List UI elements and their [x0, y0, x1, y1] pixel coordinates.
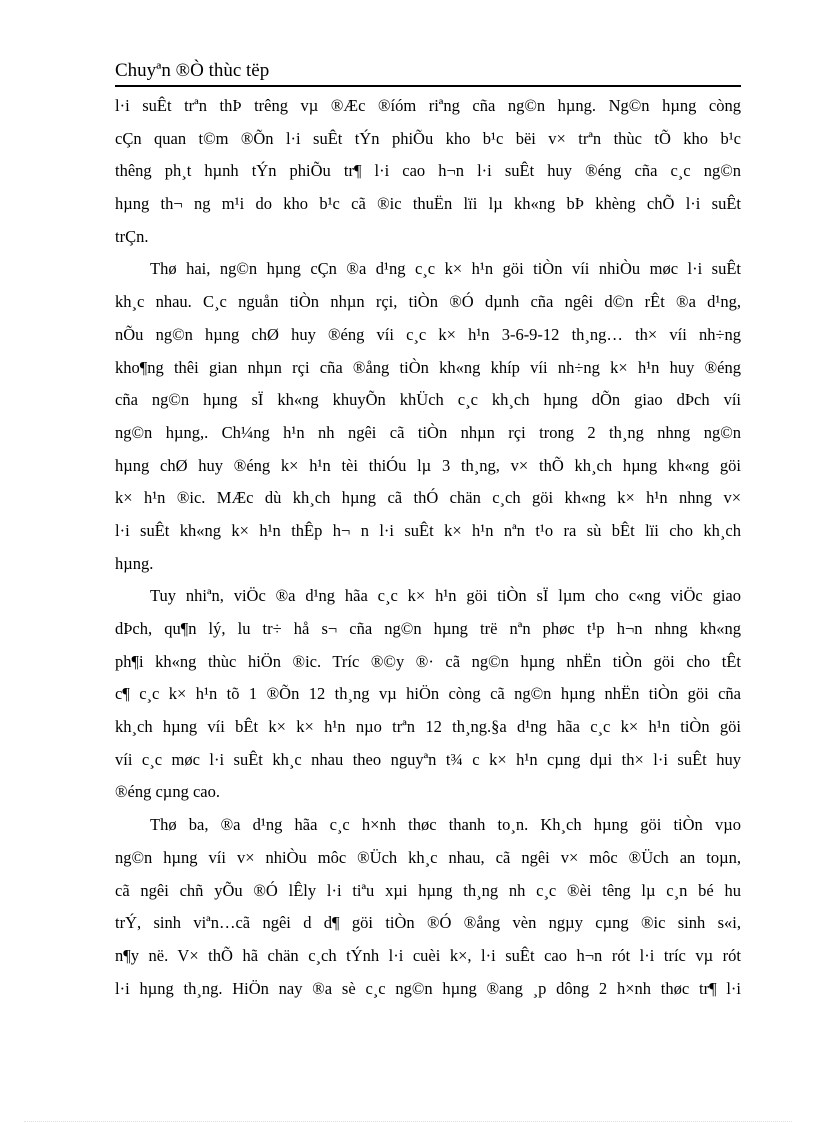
page-header	[115, 55, 741, 87]
text-line: trÇn.	[115, 226, 149, 246]
text-line: l·i hµng th¸ng. HiÖn nay ®a sè c¸c ng©n hµng ®ang ¸p dông 2 h×nh thøc tr¶ l·i	[115, 978, 741, 998]
text-line: cÇn quan t©m ®Õn l·i suÊt tÝn phiÕu kho b¹c bëi v× trªn thùc tÕ kho b¹c	[115, 128, 741, 148]
text-line: ng©n hµng víi v× nhiÒu môc ®Üch kh¸c nhau, cã ngêi v× môc ®Üch an toµn,	[115, 847, 741, 867]
body-text	[115, 90, 741, 1005]
text-line: kh¸ch hµng víi bÊt k× k× h¹n nµo trªn 12 th¸ng.§a d¹ng hãa c¸c k× h¹n tiÒn göi	[115, 717, 741, 737]
text-line: cã ngêi chñ yÕu ®Ó lÊly l·i tiªu xµi hµng th¸ng nh c¸c ®èi têng lµ c¸n bé hu	[115, 880, 741, 900]
text-line: n¶y në. V× thÕ hã chän c¸ch tÝnh l·i cuèi k×, l·i suÊt cao h¬n rót l·i tríc vµ rót	[115, 945, 741, 965]
text-line: kho¶ng thêi gian nhµn rçi cña ®ång tiÒn kh«ng khíp víi nh÷ng k× h¹n huy ®éng	[115, 357, 741, 377]
text-line: Tuy nhiªn, viÖc ®a d¹ng hãa c¸c k× h¹n göi tiÒn sÏ lµm cho c«ng viÖc giao	[150, 586, 741, 606]
text-line: trÝ, sinh viªn…cã ngêi d d¶ göi tiÒn ®Ó ®ång vèn ngµy cµng ®ic sinh s«i,	[115, 913, 741, 933]
text-line: c¶ c¸c k× h¹n tõ 1 ®Õn 12 th¸ng vµ hiÖn còng cã ng©n hµng nhËn tiÒn göi cña	[115, 684, 741, 704]
text-line: dÞch, qu¶n lý, lu tr÷ hå s¬ cña ng©n hµng trë nªn phøc t¹p h¬n nhng kh«ng	[115, 619, 741, 638]
text-line: Thø ba, ®a d¹ng hãa c¸c h×nh thøc thanh to¸n. Kh¸ch hµng göi tiÒn vµo	[150, 815, 741, 835]
text-line: hµng chØ huy ®éng k× h¹n tèi thiÓu lµ 3 th¸ng, v× thÕ kh¸ch hµng kh«ng göi	[115, 455, 741, 475]
text-line: cña ng©n hµng sÏ kh«ng khuyÕn khÜch c¸c kh¸ch hµng dÕn giao dÞch víi	[115, 390, 741, 410]
text-line: ®éng cµng cao.	[115, 782, 220, 802]
text-line: hµng th¬ ng m¹i do kho b¹c cã ®ic thuËn lïi lµ kh«ng bÞ khèng chÕ l·i suÊt	[115, 194, 741, 214]
text-line: thêng ph¸t hµnh tÝn phiÕu tr¶ l·i cao h¬n l·i suÊt huy ®éng cña c¸c ng©n	[115, 161, 741, 181]
text-line: víi c¸c møc l·i suÊt kh¸c nhau theo nguyªn t¾ c k× h¹n cµng dµi th× l·i suÊt huy	[115, 749, 741, 769]
text-line: nÕu ng©n hµng chØ huy ®éng víi c¸c k× h¹n 3-6-9-12 th¸ng… th× víi nh÷ng	[115, 324, 741, 344]
text-line: ph¶i kh«ng thùc hiÖn ®ic. Tríc ®©y ®· cã ng©n hµng nhËn tiÒn göi cho tÊt	[115, 651, 741, 671]
text-line: l·i suÊt trªn thÞ trêng vµ ®Æc ®íóm riªng cña ng©n hµng. Ng©n hµng còng	[115, 96, 741, 115]
text-line: ng©n hµng,. Ch¼ng h¹n nh ngêi cã tiÒn nhµn rçi trong 2 th¸ng nhng ng©n	[115, 422, 741, 442]
text-line: hµng.	[115, 553, 154, 573]
page-bottom-rule	[24, 1121, 792, 1122]
header-title: Chuyªn ®Ò thùc tëp	[115, 60, 270, 81]
text-line: Thø hai, ng©n hµng cÇn ®a d¹ng c¸c k× h¹n göi tiÒn víi nhiÒu møc l·i suÊt	[150, 259, 741, 279]
text-line: kh¸c nhau. C¸c nguån tiÒn nhµn rçi, tiÒn ®Ó dµnh cña ngêi d©n rÊt ®a d¹ng,	[115, 292, 741, 312]
text-line: k× h¹n ®ic. MÆc dù kh¸ch hµng cã thÓ chän c¸ch göi kh«ng k× h¹n nhng v×	[115, 488, 741, 508]
text-line: l·i suÊt kh«ng k× h¹n thÊp h¬ n l·i suÊt k× h¹n nªn t¹o ra sù bÊt lïi cho kh¸ch	[115, 520, 741, 540]
